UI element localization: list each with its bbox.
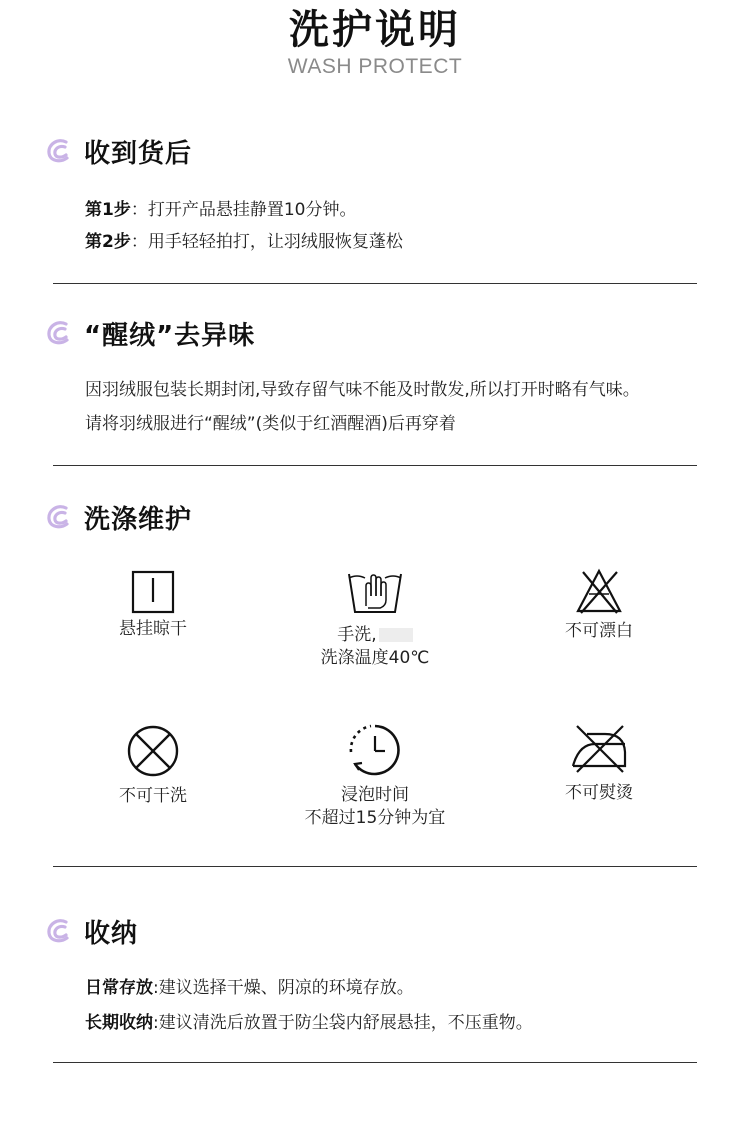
storage-label: 日常存放 [85,978,153,998]
section-odor-header [44,313,255,353]
purple-swirl-icon [44,136,74,166]
soak-time-icon [345,720,405,780]
receive-step-2 [85,227,403,252]
care-label-text: 手洗, [337,625,377,645]
divider [53,283,697,284]
section-title: “醒绒”去异味 [84,320,256,351]
divider [53,1062,697,1063]
care-label-line-1 [265,624,485,647]
storage-text: :建议清洗后放置于防尘袋内舒展悬挂，不压重物。 [153,1013,533,1033]
storage-label: 长期收纳 [85,1013,153,1033]
purple-swirl-icon [44,916,74,946]
hang-dry-icon [131,570,175,614]
care-label: 不可漂白 [565,621,633,641]
odor-text-line-1: 因羽绒服包装长期封闭,导致存留气味不能及时散发,所以打开时略有气味。 [85,380,640,400]
no-iron-icon [569,722,629,774]
care-item-no-dry-clean [43,723,263,808]
section-storage-header [44,911,138,951]
care-label: 不可干洗 [119,786,187,806]
receive-step-1 [85,195,356,220]
storage-line-1 [85,973,414,998]
step-text: ：用手轻轻拍打，让羽绒服恢复蓬松 [130,232,403,252]
storage-text: :建议选择干燥、阴凉的环境存放。 [153,978,414,998]
divider [53,866,697,867]
purple-swirl-icon [44,502,74,532]
care-item-no-bleach [489,568,709,643]
blurred-text [379,628,413,642]
purple-swirl-icon [44,318,74,348]
section-wash-header [44,497,192,537]
care-item-no-iron [489,722,709,805]
no-bleach-icon [575,568,623,614]
care-label-line-2: 不超过15分钟为宜 [304,808,446,828]
step-label: 第1步 [85,200,131,220]
page-title: 洗护说明 [289,7,461,53]
no-dry-clean-icon [125,723,181,779]
care-label: 不可熨烫 [565,783,633,803]
divider [53,465,697,466]
section-receive-header [44,131,192,171]
section-title: 洗涤维护 [84,504,193,535]
section-title: 收纳 [84,918,139,949]
care-label-line-2: 洗涤温度40℃ [320,648,430,668]
care-label: 悬挂晾干 [119,619,187,639]
care-item-hand-wash [265,568,485,670]
odor-text-line-2: 请将羽绒服进行“醒绒”(类似于红酒醒酒)后再穿着 [85,414,456,434]
care-label-line-1: 浸泡时间 [341,785,409,805]
step-text: ：打开产品悬挂静置10分钟。 [130,200,357,220]
page-subtitle: WASH PROTECT [287,55,463,78]
care-item-soak-time [265,720,485,830]
storage-line-2 [85,1008,533,1033]
step-label: 第2步 [85,232,131,252]
care-item-hang-dry [43,570,263,641]
hand-wash-icon [346,568,404,616]
section-title: 收到货后 [84,138,193,169]
